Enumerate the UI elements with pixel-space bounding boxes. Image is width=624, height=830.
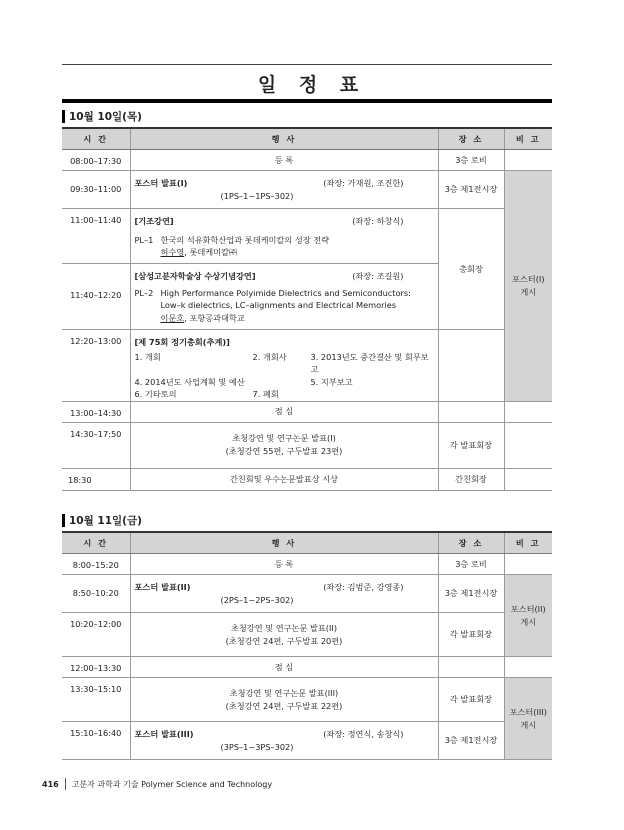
chair-text: (좌장: 정연식, 송창식) xyxy=(323,729,404,739)
event-line1: 초청강연 및 연구논문 발표(I) xyxy=(232,433,336,443)
table-row xyxy=(62,150,552,171)
agenda-item xyxy=(253,376,311,389)
footer-divider xyxy=(65,778,66,790)
table-header-row xyxy=(62,128,552,150)
remark-cell xyxy=(504,554,552,575)
speaker-affiliation: , 롯데케미칼㈜ xyxy=(184,247,238,257)
header-remark: 비 고 xyxy=(504,532,552,554)
remark-cell xyxy=(504,401,552,422)
place-cell: 3층 로비 xyxy=(438,554,504,575)
time-cell: 12:20–13:00 xyxy=(62,330,130,402)
table-row xyxy=(62,575,552,613)
page-number: 416 xyxy=(42,779,59,789)
time-cell: 09:30–11:00 xyxy=(62,171,130,209)
time-cell: 18:30 xyxy=(62,468,130,490)
day1-heading xyxy=(62,109,142,124)
table-row xyxy=(62,401,552,422)
agenda-item: 1. 개회 xyxy=(134,351,161,362)
event-line2: (초청강연 55편, 구두발표 23편) xyxy=(225,446,343,456)
place-cell: 3층 제1전시장 xyxy=(438,722,504,760)
chair-text: (좌장: 조길원) xyxy=(352,271,404,281)
event-cell xyxy=(130,722,438,760)
event-cell xyxy=(130,678,438,722)
time-cell: 08:00–17:30 xyxy=(62,150,130,171)
table-row xyxy=(62,468,552,490)
place-cell: 3층 제1전시장 xyxy=(438,171,504,209)
event-cell xyxy=(130,264,438,330)
remark-cell xyxy=(504,422,552,468)
event-cell: 점 심 xyxy=(130,401,438,422)
agenda-item: 3. 2013년도 중간결산 및 회무보고 xyxy=(310,351,429,374)
day1-schedule-table xyxy=(62,127,552,491)
remark-cell: 포스터(II) 게시 xyxy=(504,575,552,657)
agenda-item: 5. 지부보고 xyxy=(310,376,353,387)
event-cell xyxy=(130,422,438,468)
time-cell: 11:40–12:20 xyxy=(62,264,130,330)
session-title: 포스터 발표(I) xyxy=(134,178,188,188)
table-row xyxy=(62,209,552,264)
header-time: 시 간 xyxy=(62,128,130,150)
remark-cell: 포스터(I) 게시 xyxy=(504,171,552,402)
header-event: 행 사 xyxy=(130,532,438,554)
event-line2: (초청강연 24편, 구두발표 22편) xyxy=(225,700,343,711)
table-row xyxy=(62,171,552,209)
event-cell: 등 록 xyxy=(130,554,438,575)
talk-title: 한국의 석유화학산업과 롯데케미칼의 성장 전략 xyxy=(160,234,330,245)
header-place: 장 소 xyxy=(438,128,504,150)
day2-heading xyxy=(62,513,142,528)
session-title: [삼성고분자학술상 수상기념강연] xyxy=(134,271,256,281)
pl-number: PL–2 xyxy=(134,287,154,298)
agenda-item: 4. 2014년도 사업계획 및 예산 xyxy=(134,376,245,387)
session-title: 포스터 발표(III) xyxy=(134,729,194,739)
remark-cell xyxy=(504,657,552,678)
remark-cell: 포스터(III) 게시 xyxy=(504,678,552,760)
table-header-row xyxy=(62,532,552,554)
journal-name: 고분자 과학과 기술 Polymer Science and Technology xyxy=(71,779,273,789)
session-title: [제 75회 정기총회(추계)] xyxy=(134,337,230,347)
table-row xyxy=(62,657,552,678)
time-cell: 8:50–10:20 xyxy=(62,575,130,613)
speaker-affiliation: , 포항공과대학교 xyxy=(184,312,245,323)
place-cell xyxy=(438,330,504,402)
time-cell: 12:00–13:30 xyxy=(62,657,130,678)
session-title: 포스터 발표(II) xyxy=(134,582,191,592)
event-cell xyxy=(130,613,438,657)
time-cell: 10:20–12:00 xyxy=(62,613,130,657)
day2-heading-text: 10월 11일(금) xyxy=(69,515,142,527)
place-cell: 각 발표회장 xyxy=(438,678,504,722)
place-cell xyxy=(438,657,504,678)
session-title: [기조강연] xyxy=(134,216,174,226)
table-row xyxy=(62,678,552,722)
speaker-name: 이문호 xyxy=(160,312,185,323)
poster-codes: (1PS–1~1PS–302) xyxy=(220,190,294,201)
table-row xyxy=(62,330,552,402)
event-line1: 초청강연 및 연구논문 발표(III) xyxy=(229,687,339,698)
remark-cell xyxy=(504,150,552,171)
title-underline xyxy=(62,99,552,103)
time-cell: 11:00–11:40 xyxy=(62,209,130,264)
heading-bar xyxy=(62,110,65,123)
remark-cell xyxy=(504,468,552,490)
chair-text: (좌장: 가재원, 조진한) xyxy=(323,178,404,188)
place-cell: 간친회장 xyxy=(438,468,504,490)
agenda-item xyxy=(311,388,432,401)
pl-number: PL–1 xyxy=(134,234,154,245)
chair-text: (좌장: 김범준, 강영종) xyxy=(323,582,404,592)
event-cell xyxy=(130,330,438,402)
event-line2: (초청강연 24편, 구두발표 20편) xyxy=(225,635,343,646)
header-time: 시 간 xyxy=(62,532,130,554)
event-cell: 간친회및 우수논문발표상 시상 xyxy=(130,468,438,490)
speaker-name: 허수영 xyxy=(160,247,185,257)
place-cell: 3층 로비 xyxy=(438,150,504,171)
time-cell: 13:00–14:30 xyxy=(62,401,130,422)
poster-codes: (3PS–1~3PS–302) xyxy=(220,741,294,752)
agenda-list xyxy=(135,351,432,401)
heading-bar xyxy=(62,514,65,527)
place-cell: 3층 제1전시장 xyxy=(438,575,504,613)
header-place: 장 소 xyxy=(438,532,504,554)
place-cell: 각 발표회장 xyxy=(438,613,504,657)
event-cell xyxy=(130,575,438,613)
top-rule xyxy=(62,64,552,65)
event-cell xyxy=(130,209,438,264)
event-cell: 등 록 xyxy=(130,150,438,171)
time-cell: 14:30–17:50 xyxy=(62,422,130,468)
agenda-item: 2. 개회사 xyxy=(252,351,287,362)
page-footer xyxy=(42,778,272,790)
table-row xyxy=(62,722,552,760)
place-cell xyxy=(438,401,504,422)
event-line1: 초청강연 및 연구논문 발표(II) xyxy=(230,622,338,633)
time-cell: 13:30–15:10 xyxy=(62,678,130,722)
header-remark: 비 고 xyxy=(504,128,552,150)
agenda-item: 7. 폐회 xyxy=(252,389,279,399)
talk-title-line1: High Performance Polyimide Dielectrics and Semiconductors: xyxy=(160,287,411,298)
talk-title-line2: Low–k dielectrics, LC–alignments and Electrical Memories xyxy=(160,300,397,310)
chair-text: (좌장: 하창식) xyxy=(352,216,404,226)
time-cell: 15:10–16:40 xyxy=(62,722,130,760)
table-row xyxy=(62,613,552,657)
day2-schedule-table xyxy=(62,531,552,760)
header-event: 행 사 xyxy=(130,128,438,150)
day1-heading-text: 10월 10일(목) xyxy=(69,111,142,123)
agenda-item: 6. 기타토의 xyxy=(134,389,177,399)
time-cell: 8:00–15:20 xyxy=(62,554,130,575)
table-row xyxy=(62,554,552,575)
place-cell: 총회장 xyxy=(438,209,504,330)
poster-codes: (2PS–1~2PS–302) xyxy=(220,594,294,605)
table-row xyxy=(62,422,552,468)
event-cell: 점 심 xyxy=(130,657,438,678)
page-title: 일 정 표 xyxy=(257,74,367,96)
place-cell: 각 발표회장 xyxy=(438,422,504,468)
event-cell xyxy=(130,171,438,209)
